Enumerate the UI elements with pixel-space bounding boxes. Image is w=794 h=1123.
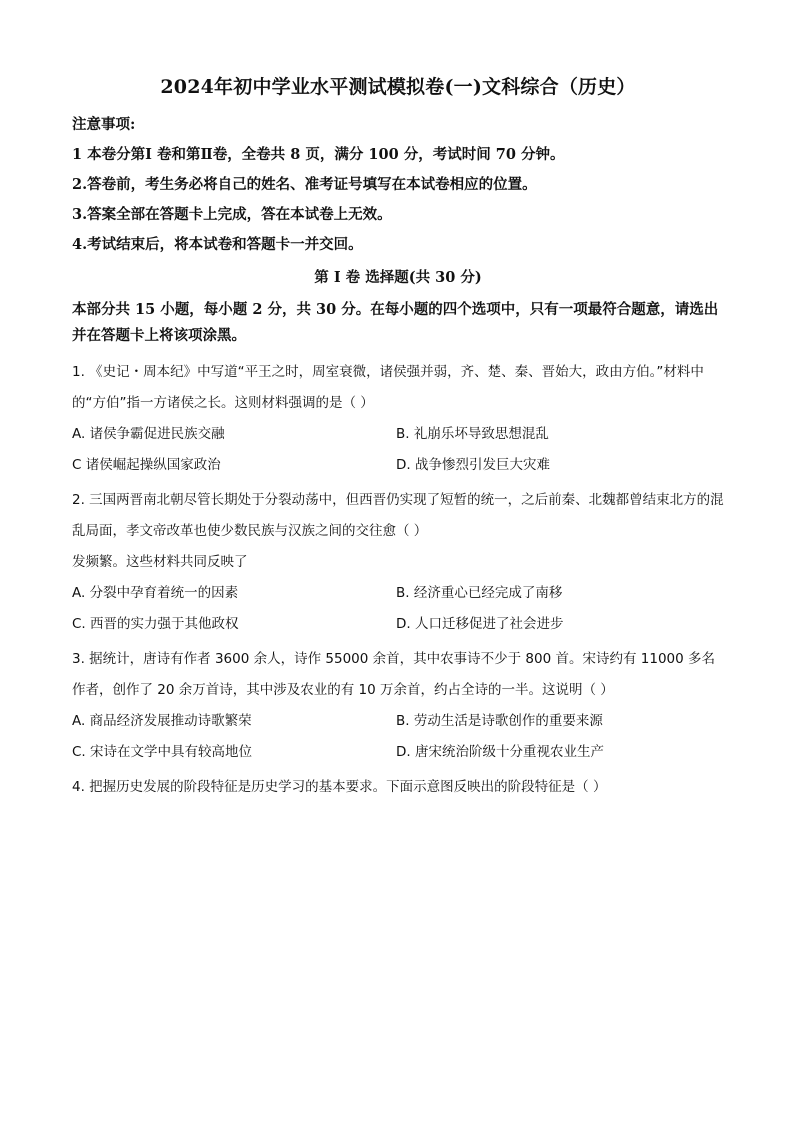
option-d: D. 人口迁移促进了社会进步 [396, 616, 564, 632]
question-4 [72, 772, 724, 803]
option-b: B. 礼崩乐坏导致思想混乱 [396, 426, 549, 442]
question-2 [72, 485, 724, 640]
option-grid [72, 706, 724, 768]
section-intro: 本部分共 15 小题，每小题 2 分，共 30 分。在每小题的四个选项中，只有一项最符合题意，请选出并在答题卡上将该项涂黑。 [72, 301, 719, 344]
option-c: C. 宋诗在文学中具有较高地位 [72, 744, 253, 760]
question-stem-continued: 发频繁。这些材料共同反映了 [72, 554, 248, 570]
option-c: C. 西晋的实力强于其他政权 [72, 616, 239, 632]
section-title: 第 Ⅰ 卷 选择题(共 30 分) [314, 269, 482, 286]
notice-item-3: 3.答案全部在答题卡上完成，答在本试卷上无效。 [72, 206, 392, 223]
question-stem: 2. 三国两晋南北朝尽管长期处于分裂动荡中，但西晋仍实现了短暂的统一，之后前秦、北魏都曾结束北方的混乱局面，孝文帝改革也使少数民族与汉族之间的交往愈（ ） [72, 492, 724, 539]
question-3 [72, 644, 724, 768]
option-a: A. 商品经济发展推动诗歌繁荣 [72, 713, 252, 729]
option-b: B. 经济重心已经完成了南移 [396, 585, 563, 601]
option-b: B. 劳动生活是诗歌创作的重要来源 [396, 713, 603, 729]
question-1 [72, 357, 724, 481]
notice-heading: 注意事项: [72, 116, 136, 133]
notice-item-4: 4.考试结束后，将本试卷和答题卡一并交回。 [72, 236, 363, 253]
question-stem: 4. 把握历史发展的阶段特征是历史学习的基本要求。下面示意图反映出的阶段特征是（ ） [72, 779, 607, 795]
option-d: D. 唐宋统治阶级十分重视农业生产 [396, 744, 604, 760]
notice-item-1: 1 本卷分第Ⅰ 卷和第Ⅱ卷，全卷共 8 页，满分 100 分，考试时间 70 分钟。 [72, 146, 565, 163]
question-stem: 1. 《史记・周本纪》中写道“平王之时，周室衰微，诸侯强并弱，齐、楚、秦、晋始大，政由方伯。”材料中的“方伯”指一方诸侯之长。这则材料强调的是（ ） [72, 364, 704, 411]
question-stem: 3. 据统计，唐诗有作者 3600 余人，诗作 55000 余首，其中农事诗不少于 800 首。宋诗约有 11000 多名作者，创作了 20 余万首诗，其中涉及农业的有 10 万余首，约占全诗的一半。这说明（ ） [72, 651, 716, 698]
option-grid [72, 578, 724, 640]
option-c: C 诸侯崛起操纵国家政治 [72, 457, 221, 473]
option-grid [72, 419, 724, 481]
option-a: A. 诸侯争霸促进民族交融 [72, 426, 225, 442]
page-title: 2024年初中学业水平测试模拟卷(一)文科综合（历史） [160, 76, 636, 98]
option-a: A. 分裂中孕育着统一的因素 [72, 585, 239, 601]
notice-item-2: 2.答卷前，考生务必将自己的姓名、准考证号填写在本试卷相应的位置。 [72, 176, 537, 193]
option-d: D. 战争惨烈引发巨大灾难 [396, 457, 550, 473]
